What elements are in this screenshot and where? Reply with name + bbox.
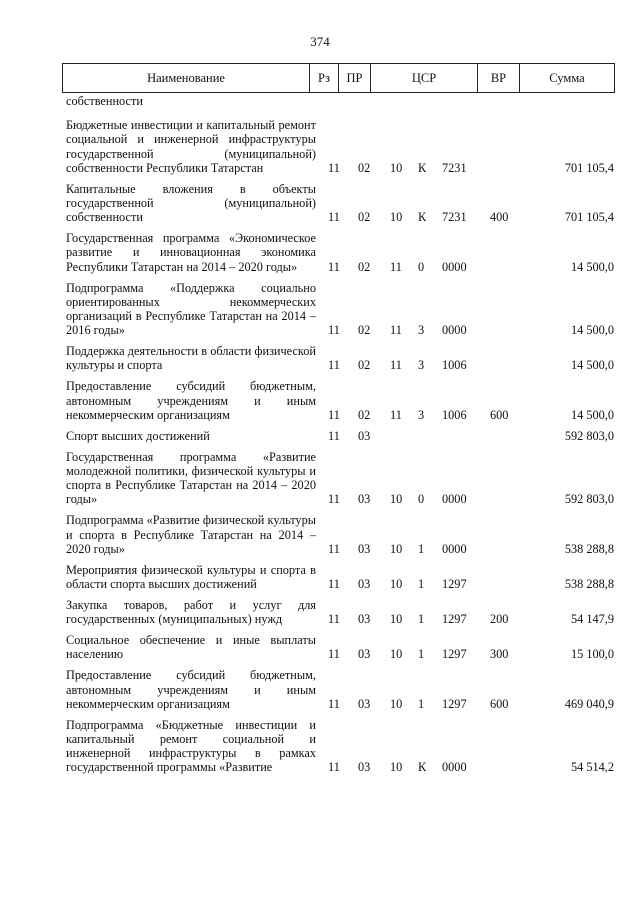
- csr-direction-cell: 7231: [442, 210, 467, 225]
- row-name: Спорт высших достижений: [66, 428, 210, 443]
- csr-subprogram-cell: 3: [418, 407, 425, 422]
- pr-cell: 03: [358, 760, 371, 775]
- pr-cell: 02: [358, 358, 371, 373]
- table-row: [66, 182, 614, 225]
- table-header: [62, 63, 615, 93]
- sum-cell: 701 105,4: [564, 210, 614, 225]
- csr-program-cell: 10: [390, 577, 403, 592]
- sum-cell: 592 803,0: [564, 428, 614, 443]
- row-name: Предоставление субсидий бюджетным, автономным учреждениям и иным некоммерческим организациям: [66, 379, 316, 422]
- row-name: собственности: [66, 94, 143, 108]
- csr-subprogram-cell: 1: [418, 612, 425, 627]
- table-row: [66, 718, 614, 775]
- sum-cell: 469 040,9: [564, 696, 614, 711]
- pr-cell: 02: [358, 323, 371, 338]
- table-body: [66, 94, 614, 781]
- csr-direction-cell: 1297: [442, 612, 467, 627]
- csr-direction-cell: 0000: [442, 492, 467, 507]
- sum-cell: 538 288,8: [564, 541, 614, 556]
- row-name: Социальное обеспечение и иные выплаты населению: [66, 633, 316, 662]
- csr-direction-cell: 1297: [442, 647, 467, 662]
- vr-cell: 200: [490, 612, 509, 627]
- rz-cell: 11: [328, 323, 340, 338]
- table-row: [66, 633, 614, 661]
- table-row: [66, 429, 614, 443]
- page-number: 374: [310, 34, 330, 49]
- pr-cell: 03: [358, 492, 371, 507]
- rz-cell: 11: [328, 160, 340, 175]
- csr-direction-cell: 1006: [442, 407, 467, 422]
- table-row: [66, 344, 614, 372]
- csr-subprogram-cell: 1: [418, 696, 425, 711]
- csr-direction-cell: 7231: [442, 160, 467, 175]
- rz-cell: 11: [328, 612, 340, 627]
- table-row: [66, 668, 614, 711]
- vr-cell: 600: [490, 696, 509, 711]
- row-name: Бюджетные инвестиции и капитальный ремонт социальной и инженерной инфраструктуры государственной (муниципальной) собственности Республики Татарстан: [66, 118, 316, 175]
- csr-program-cell: 10: [390, 160, 403, 175]
- row-name: Подпрограмма «Бюджетные инвестиции и капитальный ремонт социальной и инженерной инфраструктуры в рамках государственной программы «Развитие: [66, 717, 316, 775]
- row-name: Подпрограмма «Поддержка социально ориентированных некоммерческих организаций в Республике Татарстан на 2014 – 2016 годы»: [66, 280, 316, 338]
- pr-cell: 03: [358, 696, 371, 711]
- sum-cell: 14 500,0: [570, 323, 614, 338]
- rz-cell: 11: [328, 760, 340, 775]
- csr-subprogram-cell: К: [418, 160, 427, 175]
- table-row: [66, 118, 614, 175]
- csr-subprogram-cell: 0: [418, 259, 425, 274]
- vr-cell: 300: [490, 647, 509, 662]
- csr-subprogram-cell: 1: [418, 577, 425, 592]
- table-row: [66, 563, 614, 591]
- row-name: Предоставление субсидий бюджетным, автономным учреждениям и иным некоммерческим организациям: [66, 668, 316, 711]
- pr-cell: 02: [358, 407, 371, 422]
- pr-cell: 02: [358, 160, 371, 175]
- csr-subprogram-cell: 1: [418, 541, 425, 556]
- csr-program-cell: 10: [390, 696, 403, 711]
- csr-program-cell: 10: [390, 492, 403, 507]
- pr-cell: 03: [358, 428, 371, 443]
- csr-direction-cell: 0000: [442, 760, 467, 775]
- csr-subprogram-cell: 3: [418, 323, 425, 338]
- header-vr: ВР: [478, 64, 520, 92]
- csr-program-cell: 10: [390, 612, 403, 627]
- sum-cell: 54 147,9: [570, 612, 614, 627]
- csr-subprogram-cell: 3: [418, 358, 425, 373]
- row-name: Закупка товаров, работ и услуг для государственных (муниципальных) нужд: [66, 598, 316, 627]
- csr-direction-cell: 0000: [442, 259, 467, 274]
- rz-cell: 11: [328, 428, 340, 443]
- csr-subprogram-cell: 1: [418, 647, 425, 662]
- sum-cell: 14 500,0: [570, 358, 614, 373]
- table-row: [66, 231, 614, 274]
- sum-cell: 592 803,0: [564, 492, 614, 507]
- csr-direction-cell: 1297: [442, 577, 467, 592]
- header-pr: ПР: [339, 64, 371, 92]
- rz-cell: 11: [328, 577, 340, 592]
- table-row: [66, 379, 614, 422]
- csr-subprogram-cell: 0: [418, 492, 425, 507]
- table-row: [66, 281, 614, 338]
- table-row: [66, 513, 614, 556]
- rz-cell: 11: [328, 696, 340, 711]
- row-name: Государственная программа «Развитие молодежной политики, физической культуры и спорта в Республике Татарстан на 2014 – 2020 годы»: [66, 449, 316, 507]
- row-name: Мероприятия физической культуры и спорта в области спорта высших достижений: [66, 562, 316, 592]
- csr-program-cell: 10: [390, 210, 403, 225]
- row-name: Капитальные вложения в объекты государственной (муниципальной) собственности: [66, 181, 316, 225]
- csr-program-cell: 11: [390, 407, 402, 422]
- header-csr: ЦСР: [371, 64, 478, 92]
- vr-cell: 600: [490, 407, 509, 422]
- csr-program-cell: 11: [390, 358, 402, 373]
- sum-cell: 538 288,8: [564, 577, 614, 592]
- rz-cell: 11: [328, 492, 340, 507]
- row-name: Поддержка деятельности в области физической культуры и спорта: [66, 344, 316, 373]
- rz-cell: 11: [328, 541, 340, 556]
- table-row: [66, 450, 614, 507]
- table-row: [66, 598, 614, 626]
- csr-direction-cell: 0000: [442, 541, 467, 556]
- csr-program-cell: 10: [390, 541, 403, 556]
- sum-cell: 14 500,0: [570, 259, 614, 274]
- csr-direction-cell: 0000: [442, 323, 467, 338]
- pr-cell: 03: [358, 612, 371, 627]
- csr-direction-cell: 1297: [442, 696, 467, 711]
- csr-program-cell: 11: [390, 259, 402, 274]
- pr-cell: 02: [358, 259, 371, 274]
- sum-cell: 701 105,4: [564, 160, 614, 175]
- sum-cell: 15 100,0: [570, 647, 614, 662]
- csr-program-cell: 11: [390, 323, 402, 338]
- pr-cell: 03: [358, 541, 371, 556]
- pr-cell: 03: [358, 647, 371, 662]
- csr-program-cell: 10: [390, 647, 403, 662]
- rz-cell: 11: [328, 407, 340, 422]
- table-row: [66, 94, 614, 108]
- sum-cell: 14 500,0: [570, 407, 614, 422]
- rz-cell: 11: [328, 210, 340, 225]
- csr-subprogram-cell: К: [418, 760, 427, 775]
- pr-cell: 02: [358, 210, 371, 225]
- row-name: Государственная программа «Экономическое развитие и инновационная экономика Республики Татарстан на 2014 – 2020 годы»: [66, 231, 316, 274]
- rz-cell: 11: [328, 259, 340, 274]
- row-name: Подпрограмма «Развитие физической культуры и спорта в Республике Татарстан на 2014 – 2020 годы»: [66, 513, 316, 556]
- csr-program-cell: 10: [390, 760, 403, 775]
- sum-cell: 54 514,2: [570, 760, 614, 775]
- vr-cell: 400: [490, 210, 509, 225]
- header-rz: Рз: [310, 64, 339, 92]
- header-name: Наименование: [63, 64, 310, 92]
- csr-direction-cell: 1006: [442, 358, 467, 373]
- rz-cell: 11: [328, 647, 340, 662]
- rz-cell: 11: [328, 358, 340, 373]
- pr-cell: 03: [358, 577, 371, 592]
- csr-subprogram-cell: К: [418, 210, 427, 225]
- header-sum: Сумма: [549, 71, 585, 85]
